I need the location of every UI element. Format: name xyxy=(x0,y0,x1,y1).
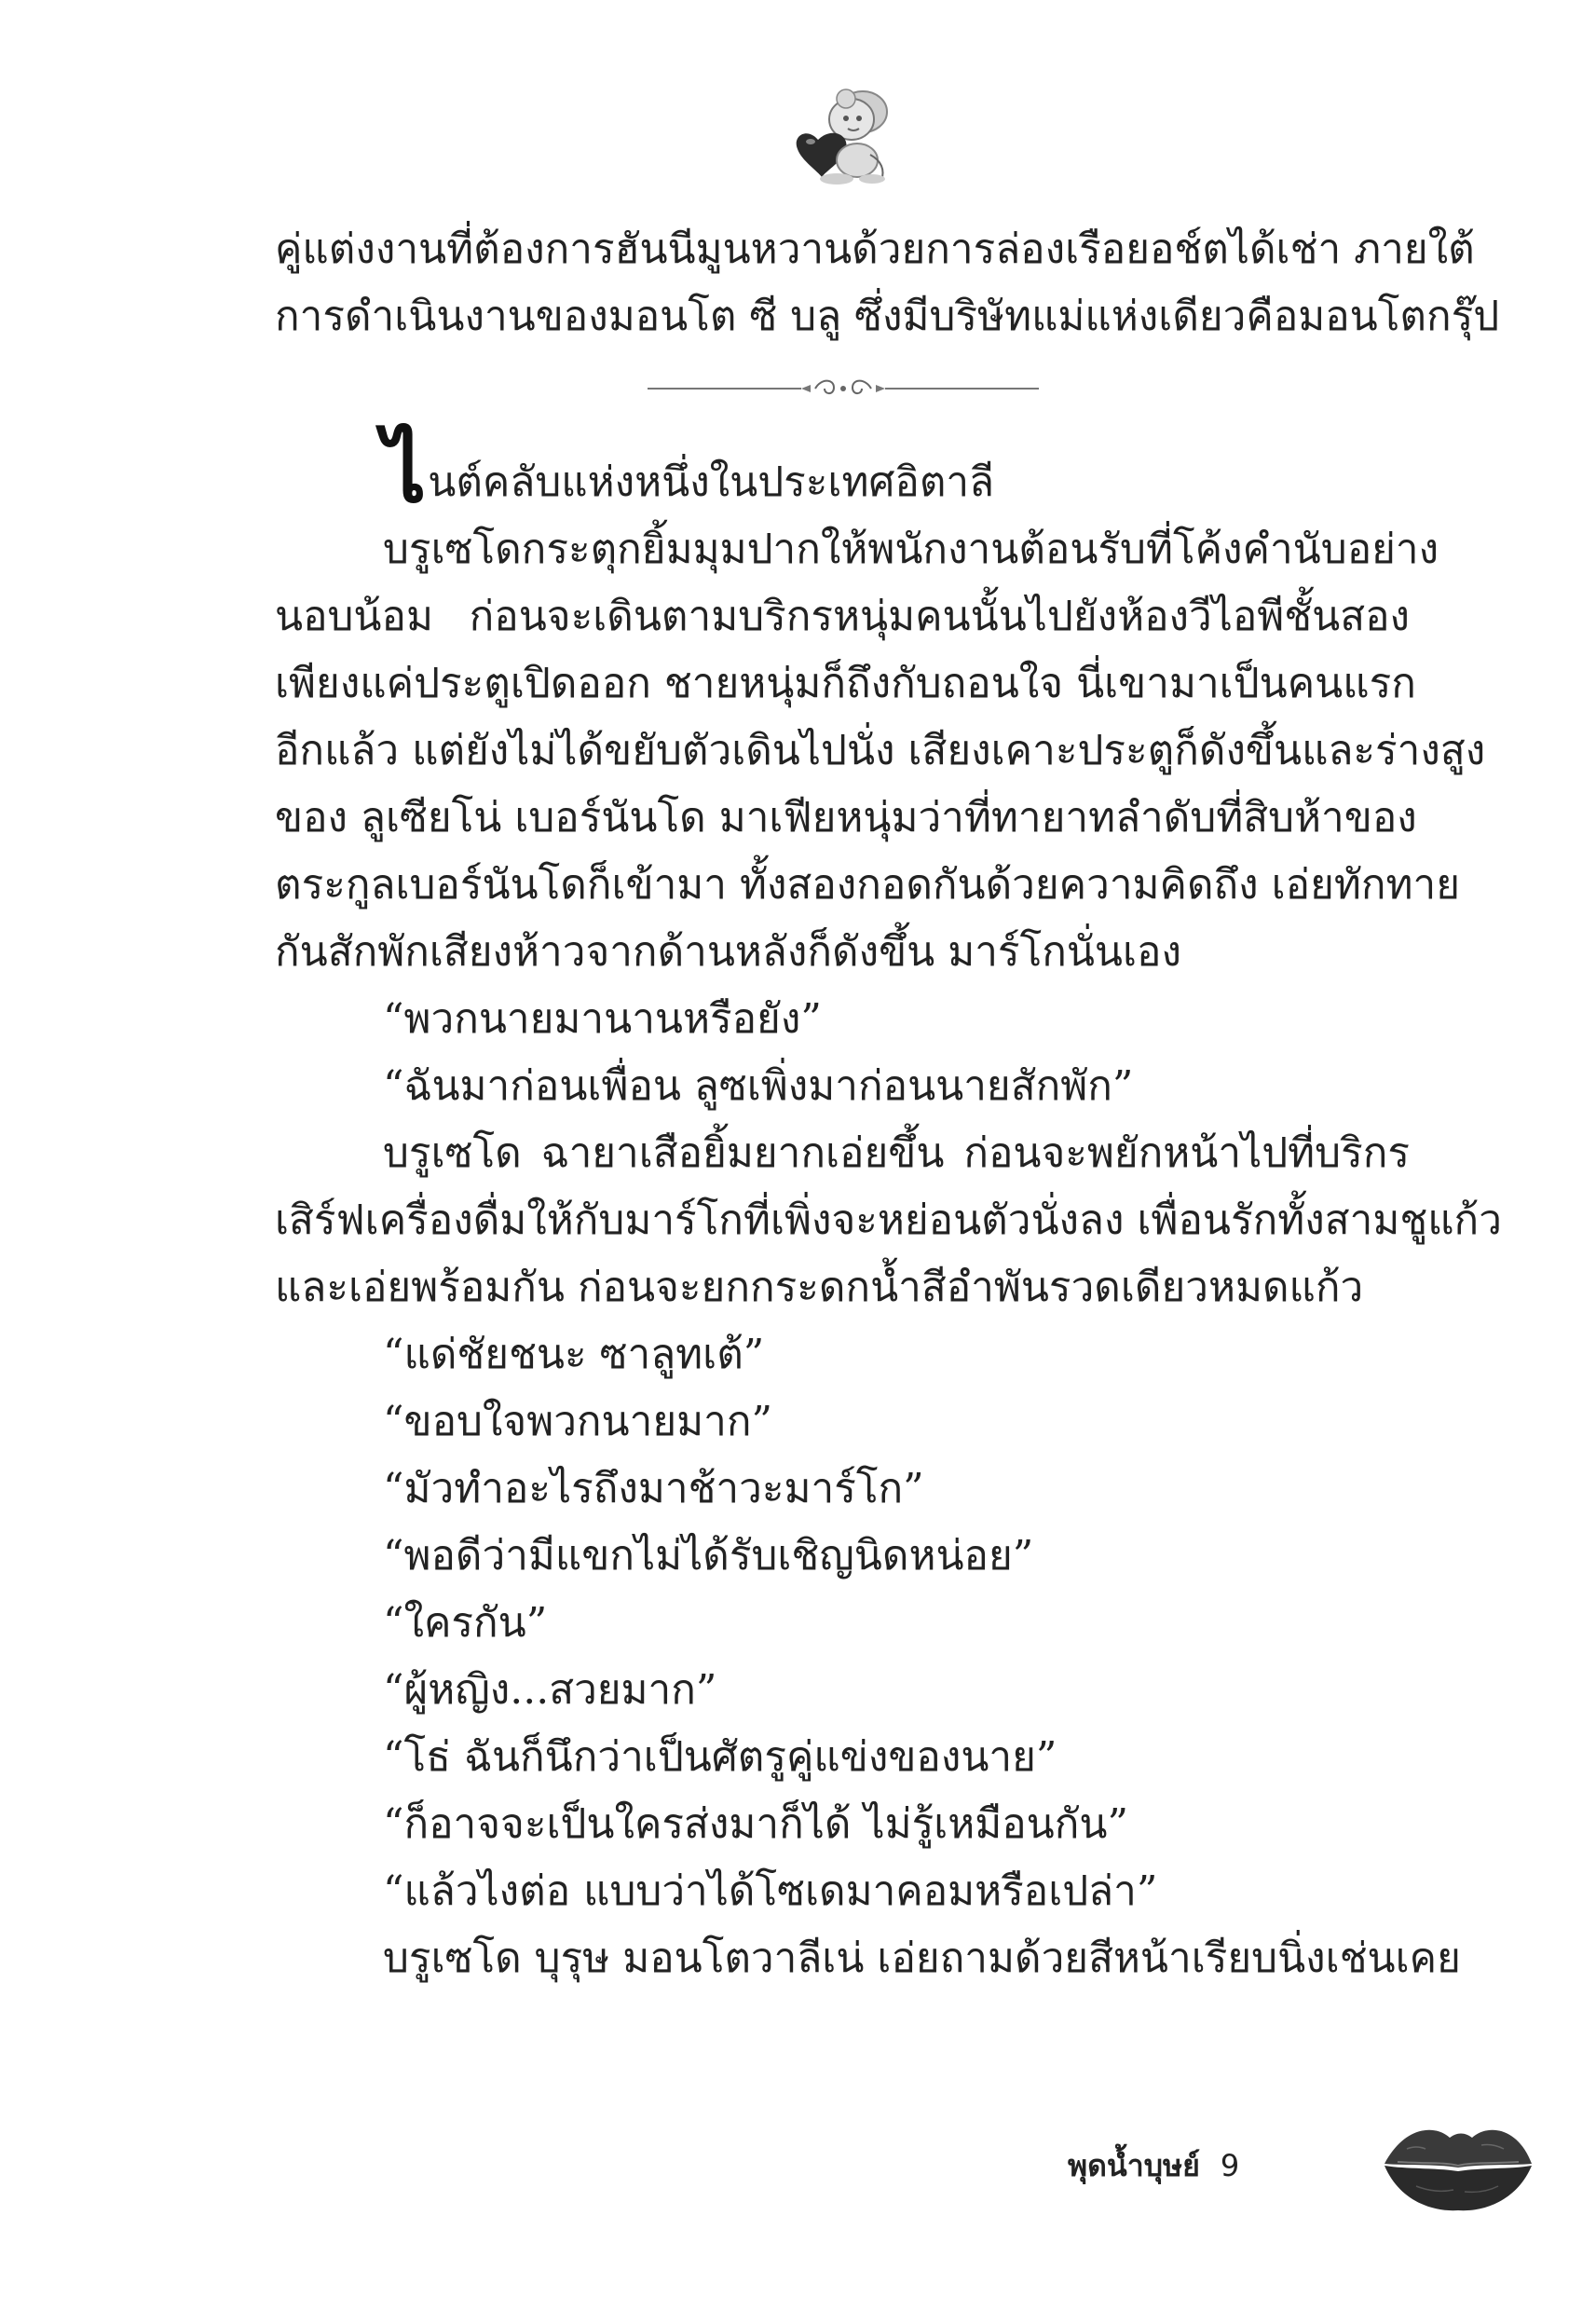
lips-kiss-icon xyxy=(1379,2108,1537,2220)
body-text xyxy=(275,216,1502,1992)
body-line: ของ ลูเซียโน่ เบอร์นันโด มาเฟียหนุ่มว่าที่ทายาทลำดับที่สิบห้าของ xyxy=(275,794,1417,841)
page-number: 9 xyxy=(1220,2148,1240,2183)
book-title: พุดน้ำบุษย์ xyxy=(1068,2147,1200,2183)
body-line: อีกแล้ว แต่ยังไม่ได้ขยับตัวเดินไปนั่ง เสียงเคาะประตูก็ดังขึ้นและร่างสูง xyxy=(275,727,1486,774)
body-line: นอบน้อม ก่อนจะเดินตามบริกรหนุ่มคนนั้นไปยังห้องวีไอพีชั้นสอง xyxy=(275,593,1410,640)
body-line: และเอ่ยพร้อมกัน ก่อนจะยกกระดกน้ำสีอำพันรวดเดียวหมดแก้ว xyxy=(275,1264,1364,1311)
dialog-line: “ขอบใจพวกนายมาก” xyxy=(383,1398,772,1445)
body-line: กันสักพักเสียงห้าวจากด้านหลังก็ดังขึ้น มาร์โกนั่นเอง xyxy=(275,928,1181,976)
dialog-line: “แล้วไงต่อ แบบว่าได้โซเดมาคอมหรือเปล่า” xyxy=(383,1867,1158,1915)
page-footer xyxy=(1068,2138,1239,2194)
body-line: คู่แต่งงานที่ต้องการฮันนีมูนหวานด้วยการล่องเรือยอช์ตได้เช่า ภายใต้ xyxy=(275,226,1475,273)
body-line: การดำเนินงานของมอนโต ซี บลู ซึ่งมีบริษัทแม่แห่งเดียวคือมอนโตกรุ๊ป xyxy=(275,293,1500,340)
dialog-line: “โธ่ ฉันก็นึกว่าเป็นศัตรูคู่แข่งของนาย” xyxy=(383,1733,1057,1781)
dialog-line: “มัวทำอะไรถึงมาช้าวะมาร์โก” xyxy=(383,1465,924,1512)
body-line: ตระกูลเบอร์นันโดก็เข้ามา ทั้งสองกอดกันด้วยความคิดถึง เอ่ยทักทาย xyxy=(275,861,1461,909)
body-line: บรูเซโด ฉายาเสือยิ้มยากเอ่ยขึ้น ก่อนจะพยักหน้าไปที่บริกร xyxy=(383,1129,1410,1177)
dialog-line: “พวกนายมานานหรือยัง” xyxy=(383,995,822,1043)
drop-cap: ไ xyxy=(383,421,427,522)
dialog-line: “ฉันมาก่อนเพื่อน ลูซเพิ่งมาก่อนนายสักพัก” xyxy=(383,1062,1134,1110)
opening-text: นต์คลับแห่งหนึ่งในประเทศอิตาลี xyxy=(428,458,995,506)
dialog-line: “ใครกัน” xyxy=(383,1599,548,1647)
body-line: เพียงแค่ประตูเปิดออก ชายหนุ่มก็ถึงกับถอนใจ นี่เขามาเป็นคนแรก xyxy=(275,660,1416,707)
chapter-opening-line xyxy=(275,421,1410,522)
cupid-with-heart-icon xyxy=(790,75,902,186)
dialog-line: “แด่ชัยชนะ ซาลูทเต้” xyxy=(383,1331,765,1378)
section-divider xyxy=(275,350,1410,427)
dialog-line: “พอดีว่ามีแขกไม่ได้รับเชิญนิดหน่อย” xyxy=(383,1532,1034,1579)
body-line: บรูเซโดกระตุกยิ้มมุมปากให้พนักงานต้อนรับที่โค้งคำนับอย่าง xyxy=(383,526,1439,573)
dialog-line: “ก็อาจจะเป็นใครส่งมาก็ได้ ไม่รู้เหมือนกัน” xyxy=(383,1800,1128,1848)
ornamental-divider-icon xyxy=(648,375,1039,403)
dialog-line: “ผู้หญิง...สวยมาก” xyxy=(383,1666,717,1714)
body-line: บรูเซโด บุรุษ มอนโตวาลีเน่ เอ่ยถามด้วยสีหน้าเรียบนิ่งเช่นเคย xyxy=(383,1935,1461,1982)
body-line: เสิร์ฟเครื่องดื่มให้กับมาร์โกที่เพิ่งจะหย่อนตัวนั่งลง เพื่อนรักทั้งสามชูแก้ว xyxy=(275,1197,1502,1244)
